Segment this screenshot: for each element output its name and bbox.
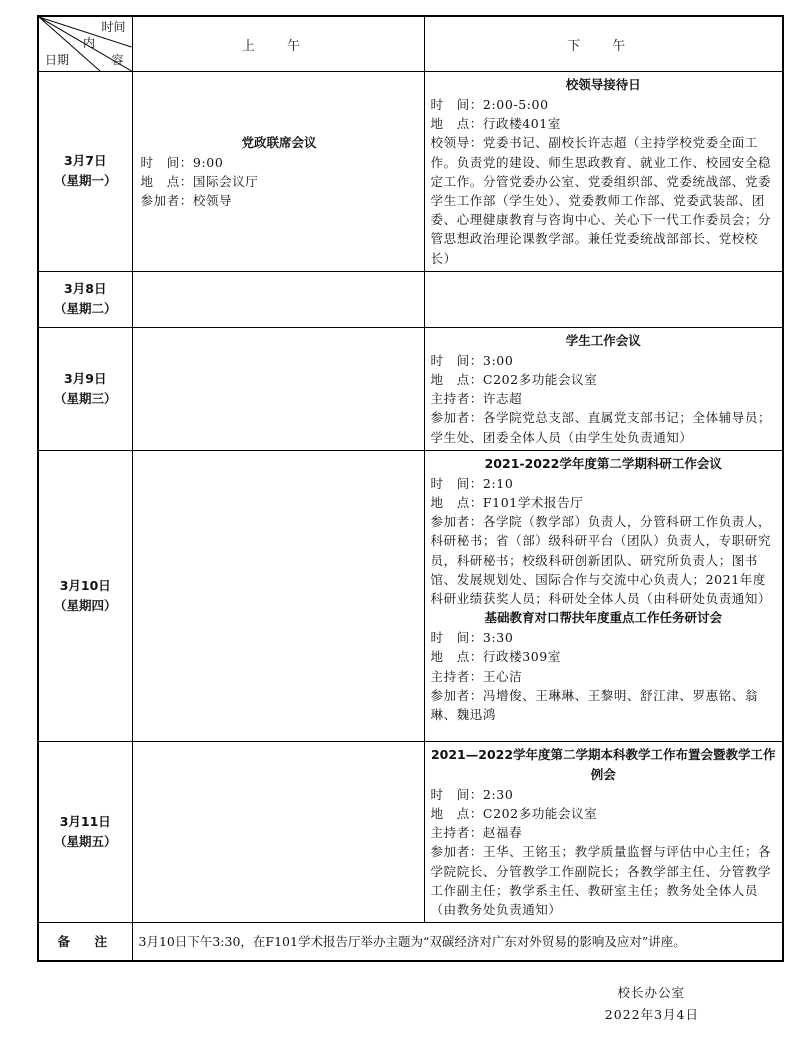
event-detail-line: 参加者：王华、王铭玉；教学质量监督与评估中心主任；各学院院长、分管教学工作副院长；各教学部主任、分管教学工作副主任；教学系主任、教研室主任；教务处全体人员（由教务处负责通知） bbox=[430, 844, 772, 918]
date-label: 3月11日 bbox=[59, 814, 111, 830]
morning-cell bbox=[132, 741, 424, 922]
footer-date: 2022年3月4日 bbox=[604, 1007, 699, 1022]
afternoon-event bbox=[431, 331, 777, 447]
afternoon-cell bbox=[424, 72, 783, 272]
event-detail-line: 地 点：C202多功能会议室 bbox=[430, 806, 598, 822]
morning-cell bbox=[132, 271, 424, 327]
afternoon-cell bbox=[424, 327, 783, 450]
date-cell bbox=[38, 450, 132, 741]
morning-cell bbox=[132, 72, 424, 272]
day-row bbox=[38, 450, 783, 741]
remarks-row bbox=[38, 923, 783, 961]
afternoon-event bbox=[431, 75, 777, 268]
weekday-label: （星期一） bbox=[53, 173, 117, 189]
event-title: 2021-2022学年度第二学期科研工作会议 bbox=[484, 455, 722, 471]
date-label: 3月8日 bbox=[64, 281, 107, 297]
event-title: 党政联席会议 bbox=[241, 134, 317, 150]
event-detail-line: 时 间：3:30 bbox=[430, 630, 514, 646]
footer-office: 校长办公室 bbox=[617, 985, 685, 1000]
date-cell bbox=[38, 271, 132, 327]
corner-label-content-2: 容 bbox=[111, 53, 124, 67]
afternoon-cell bbox=[424, 741, 783, 922]
event-detail-line: 时 间：2:30 bbox=[430, 786, 514, 802]
event-detail-line: 主持者：赵福春 bbox=[430, 825, 523, 841]
day-row bbox=[38, 72, 783, 272]
event-detail-line: 时 间：3:00 bbox=[430, 352, 514, 368]
weekday-label: （星期五） bbox=[53, 834, 117, 850]
event-detail-line: 地 点：行政楼309室 bbox=[430, 649, 561, 665]
remarks-text: 3月10日下午3:30，在F101学术报告厅举办主题为“双碳经济对广东对外贸易的影响及应对”讲座。 bbox=[132, 923, 783, 961]
corner-label-content-1: 内 bbox=[83, 36, 96, 50]
weekday-label: （星期三） bbox=[53, 390, 117, 406]
weekday-label: （星期二） bbox=[53, 301, 117, 317]
weekday-label: （星期四） bbox=[53, 597, 117, 613]
event-detail-line: 时 间：2:00-5:00 bbox=[430, 97, 549, 112]
date-cell bbox=[38, 72, 132, 272]
afternoon-cell bbox=[424, 271, 783, 327]
event-detail-line: 地 点：国际会议厅 bbox=[140, 173, 259, 189]
event-title: 学生工作会议 bbox=[565, 332, 641, 348]
event-detail-line: 主持者：许志超 bbox=[430, 391, 523, 407]
event-detail-line: 参加者：校领导 bbox=[140, 193, 233, 209]
corner-label-date: 日期 bbox=[45, 53, 70, 67]
date-label: 3月7日 bbox=[64, 153, 107, 169]
afternoon-event bbox=[431, 454, 777, 608]
afternoon-cell bbox=[424, 450, 783, 741]
morning-event bbox=[141, 133, 418, 211]
day-row bbox=[38, 271, 783, 327]
schedule-table bbox=[37, 15, 784, 962]
morning-cell bbox=[132, 327, 424, 450]
event-detail-line: 校领导：党委书记、副校长许志超（主持学校党委全面工作。负责党的建设、师生思政教育、就业工作、校园安全稳定工作。分管党委办公室、党委组织部、党委统战部、党委学生工作部（学生处）、党委教师工作部、党委武装部、团委、心理健康教育与咨询中心、关心下一代工作委员会；分管思想政治理论课教学部。兼任党委统战部部长、党校校长） bbox=[430, 135, 772, 266]
event-title: 2021—2022学年度第二学期本科教学工作布置会暨教学工作例会 bbox=[430, 746, 776, 782]
header-row bbox=[38, 16, 783, 72]
event-detail-line: 地 点：行政楼401室 bbox=[430, 116, 561, 132]
afternoon-event bbox=[431, 608, 777, 724]
morning-cell bbox=[132, 450, 424, 741]
event-detail-line: 参加者：各学院（教学部）负责人，分管科研工作负责人，科研秘书；省（部）级科研平台（团队）负责人，专职研究员，科研秘书；校级科研创新团队、研究所负责人；图书馆、发展规划处、国际合作与交流中心负责人；2021年度科研业绩获奖人员；科研处全体人员（由科研处负责通知） bbox=[430, 514, 772, 607]
afternoon-event bbox=[431, 745, 777, 919]
corner-cell bbox=[38, 16, 132, 72]
event-detail-line: 时 间：2:10 bbox=[430, 475, 514, 491]
event-detail-line: 参加者：冯增俊、王琳琳、王黎明、舒江津、罗惠铭、翁琳、魏迅鸿 bbox=[430, 687, 759, 723]
event-detail-line: 主持者：王心洁 bbox=[430, 668, 523, 684]
corner-label-time: 时间 bbox=[101, 20, 126, 34]
day-row bbox=[38, 327, 783, 450]
event-detail-line: 地 点：F101学术报告厅 bbox=[430, 495, 584, 511]
event-title: 基础教育对口帮扶年度重点工作任务研讨会 bbox=[484, 610, 722, 626]
date-cell bbox=[38, 741, 132, 922]
header-afternoon: 下 午 bbox=[424, 16, 783, 72]
date-label: 3月10日 bbox=[59, 577, 111, 593]
day-row bbox=[38, 741, 783, 922]
event-title: 校领导接待日 bbox=[565, 77, 641, 92]
event-detail-line: 参加者：各学院党总支部、直属党支部书记；全体辅导员；学生处、团委全体人员（由学生处负责通知） bbox=[430, 410, 772, 445]
date-cell bbox=[38, 327, 132, 450]
date-label: 3月9日 bbox=[64, 370, 107, 386]
remarks-label: 备 注 bbox=[38, 923, 132, 961]
header-morning: 上 午 bbox=[132, 16, 424, 72]
event-detail-line: 地 点：C202多功能会议室 bbox=[430, 372, 598, 388]
event-detail-line: 时 间：9:00 bbox=[140, 154, 224, 170]
